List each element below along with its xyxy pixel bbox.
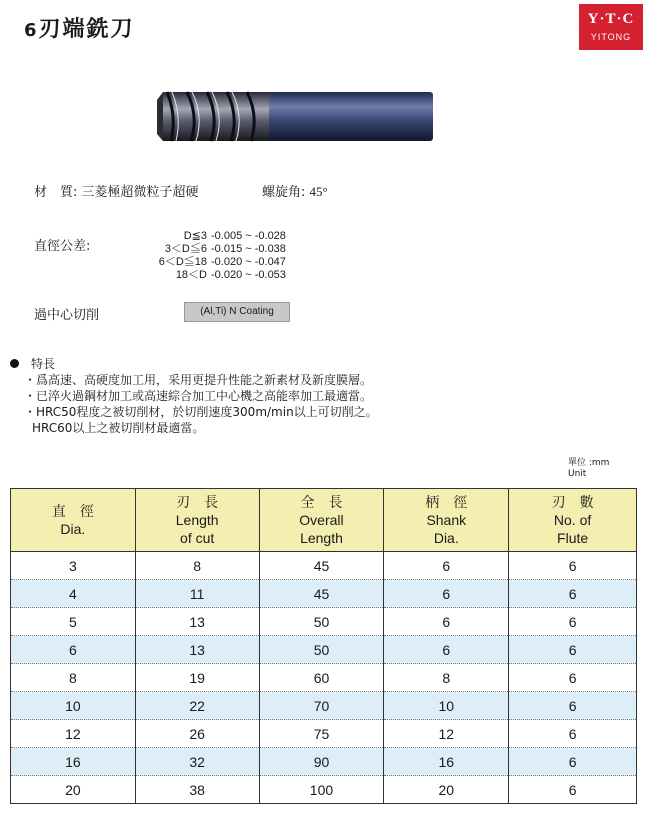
- tolerance-row: D≦3 -0.005 ~ -0.028: [183, 230, 286, 242]
- table-row: 4 11 45 6 6: [11, 580, 637, 608]
- material-label: 材 質:: [34, 185, 78, 200]
- table-row: 8 19 60 8 6: [11, 664, 637, 692]
- tolerance-label: 直徑公差:: [34, 239, 91, 254]
- spec-table: [10, 488, 637, 804]
- feature-item: ・已淬火過鋼材加工或高速綜合加工中心機之高能率加工最適當。: [24, 389, 373, 403]
- table-row: 6 13 50 6 6: [11, 636, 637, 664]
- helix-value: 45°: [309, 184, 328, 199]
- tolerance-row: 6＜D≦18 -0.020 ~ -0.047: [158, 256, 286, 268]
- table-row: 10 22 70 10 6: [11, 692, 637, 720]
- logo-mark: Y·T·C: [587, 11, 635, 27]
- tolerance-list: [145, 230, 286, 282]
- helix-label: 螺旋角:: [262, 185, 306, 200]
- features-section: [10, 356, 378, 436]
- unit-zh: 單位 :mm: [568, 458, 610, 468]
- coating-badge: (Al,Ti) N Coating: [184, 302, 290, 322]
- material-spec: [34, 181, 199, 200]
- col-header-flutes: 刃 數 No. of Flute: [509, 489, 637, 552]
- logo-text: YITONG: [590, 32, 632, 42]
- brand-logo: [579, 4, 643, 50]
- feature-item: ・HRC50程度之被切削材，於切削速度300m/min以上可切削之。: [24, 405, 378, 419]
- col-header-length-of-cut: 刃 長 Length of cut: [135, 489, 259, 552]
- center-cut-label: 過中心切削: [34, 308, 100, 323]
- feature-item: ・爲高速、高硬度加工用，采用更提升性能之新素材及新度膜層。: [24, 373, 373, 387]
- table-row: 5 13 50 6 6: [11, 608, 637, 636]
- col-header-shank-dia: 柄 徑 Shank Dia.: [384, 489, 509, 552]
- unit-en: Unit: [568, 469, 587, 479]
- tolerance-row: 18＜D -0.020 ~ -0.053: [175, 269, 286, 281]
- title-text: 刃端銑刀: [38, 17, 135, 42]
- table-row: 12 26 75 12 6: [11, 720, 637, 748]
- unit-note: [568, 458, 609, 480]
- features-heading: 特長: [10, 356, 378, 372]
- page-title: [24, 12, 135, 43]
- table-row: 3 8 45 6 6: [11, 552, 637, 580]
- table-row: 16 32 90 16 6: [11, 748, 637, 776]
- col-header-overall-length: 全 長 Overall Length: [259, 489, 384, 552]
- table-row: 20 38 100 20 6: [11, 776, 637, 804]
- col-header-dia: 直 徑 Dia.: [11, 489, 136, 552]
- helix-spec: [262, 181, 328, 200]
- bullet-icon: [10, 359, 19, 368]
- end-mill-image: [155, 88, 435, 146]
- tolerance-row: 3＜D≦6 -0.015 ~ -0.038: [164, 243, 286, 255]
- title-number: 6: [24, 20, 39, 41]
- material-value: 三菱極超微粒子超硬: [81, 185, 199, 200]
- feature-continuation: HRC60以上之被切削材最適當。: [32, 421, 205, 435]
- table-header-row: [11, 489, 637, 552]
